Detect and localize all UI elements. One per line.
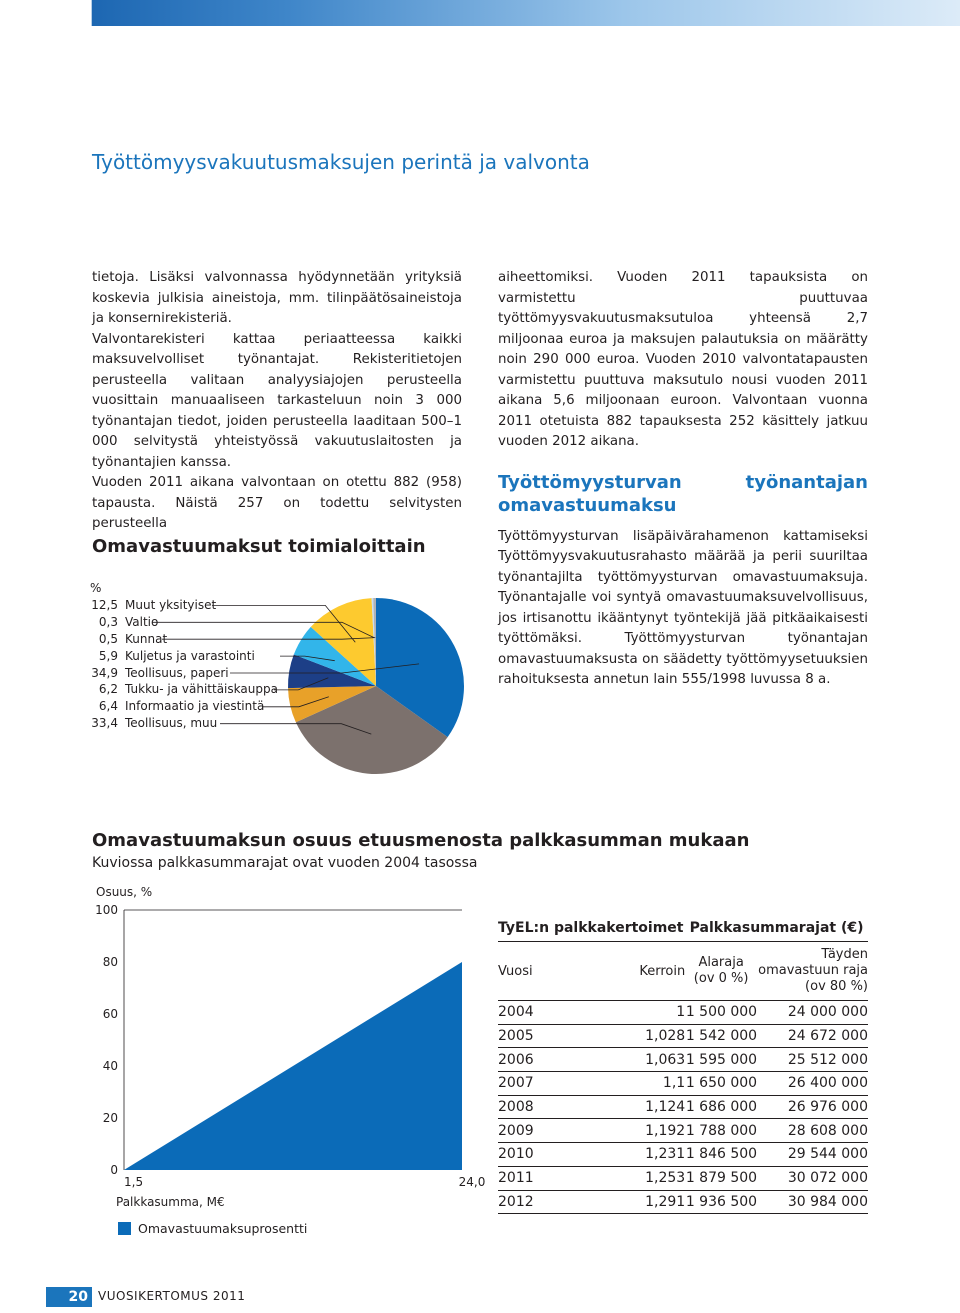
table-cell: 1,063	[580, 1048, 685, 1072]
table-cell: 2007	[498, 1072, 580, 1096]
right-paragraph-2: Työttömyysturvan lisäpäivärahamenon kattamiseksi Työttömyysvakuutusrahasto määrää ja perii suuriltaa työnantajilta työttömyysturvan omavastuumaksuja. Työnantajalle voi syntyä omavastuumaksuvelvollisuus, jos irtisanottu ikääntynyt työntekijä jää pitkäaikaisesti työttömäksi. Työttömyysturvan työnantajan omavastuumaksusta on säädetty työttömyysetuuksien rahoituksesta annetun lain 555/1998 luvussa 8 a.	[498, 528, 868, 687]
col-header-tayden	[757, 942, 868, 1001]
omavastuumaksu-heading: Työttömyysturvan työnantajan omavastuumaksu	[498, 471, 868, 516]
legend-label: Omavastuumaksuprosentti	[138, 1221, 308, 1236]
table-row	[498, 1190, 868, 1214]
table-cell: 26 976 000	[757, 1095, 868, 1119]
table-row	[498, 1001, 868, 1025]
table-cell: 24 672 000	[757, 1024, 868, 1048]
y-tick-label: 60	[102, 1007, 118, 1021]
table-cell: 2005	[498, 1024, 580, 1048]
pie-slice-value: 33,4	[91, 716, 118, 731]
pie-slice-label: Teollisuus, muu	[125, 716, 218, 731]
left-paragraph-2: Valvontarekisteri kattaa periaatteessa kaikki maksuvelvolliset työnantajat. Rekisteritietojen perusteella valitaan analyysiajojen perusteella vuosittain manuaaliseen tarkasteluun noin 3 000 työnantajan tiedot, joiden perusteella laaditaan 500–1 000 selvitystä yhteistyössä vakuutuslaitosten ja työnantajien kanssa.	[92, 331, 462, 470]
pie-slice-label: Kunnat	[125, 631, 168, 646]
table-cell: 1 595 000	[685, 1048, 757, 1072]
right-paragraph-1: aiheettomiksi. Vuoden 2011 tapauksista on varmistettu puuttuvaa työttömyysvakuutusmaksutuloa yhteensä 2,7 miljoonaa euroa ja maksujen palautuksia on määrätty noin 290 000 euroa. Vuoden 2010 valvontatapausten varmistettu puuttuva maksutulo nousi vuoden 2011 aikana 5,6 miljoonaan euroon. Valvontaan vuonna 2011 otetuista 882 tapauksesta 252 käsittely jatkuu vuoden 2012 aikana.	[498, 270, 868, 449]
pie-chart-area	[90, 580, 470, 780]
col-header-kerroin: Kerroin	[580, 942, 685, 1001]
area-chart-title: Omavastuumaksun osuus etuusmenosta palkkasumman mukaan	[92, 830, 750, 851]
pie-slice-label: Valtio	[125, 614, 159, 629]
table-row	[498, 1119, 868, 1143]
y-tick-label: 40	[102, 1059, 118, 1073]
pie-slice-value: 6,2	[98, 682, 118, 697]
table-row	[498, 1024, 868, 1048]
table-cell: 28 608 000	[757, 1119, 868, 1143]
table-cell: 1 936 500	[685, 1190, 757, 1214]
table-cell: 1,192	[580, 1119, 685, 1143]
table-cell: 30 984 000	[757, 1190, 868, 1214]
y-tick-label: 0	[110, 1163, 118, 1177]
table-row	[498, 1143, 868, 1167]
table-row	[498, 1095, 868, 1119]
table-cell: 26 400 000	[757, 1072, 868, 1096]
legend-swatch	[118, 1222, 131, 1235]
table-cell: 1,1	[580, 1072, 685, 1096]
table-cell: 2004	[498, 1001, 580, 1025]
table-cell: 2010	[498, 1143, 580, 1167]
y-tick-label: 20	[102, 1111, 118, 1125]
table-cell: 1,231	[580, 1143, 685, 1167]
pie-unit-label: %	[90, 581, 102, 595]
alaraja-line2: (ov 0 %)	[693, 971, 749, 986]
table-cell: 1 846 500	[685, 1143, 757, 1167]
top-color-bar	[0, 0, 960, 26]
table-cell: 25 512 000	[757, 1048, 868, 1072]
col-header-vuosi: Vuosi	[498, 942, 580, 1001]
pie-slice-label: Kuljetus ja varastointi	[125, 648, 255, 663]
tyel-group-header: TyEL:n palkkakertoimet	[498, 915, 685, 942]
area-chart-subtitle: Kuviossa palkkasummarajat ovat vuoden 2004 tasossa	[92, 855, 478, 871]
table-group-header	[498, 915, 868, 942]
table-cell: 2006	[498, 1048, 580, 1072]
tayden-line1: Täyden	[821, 947, 868, 962]
table-cell: 1 879 500	[685, 1166, 757, 1190]
right-text-column	[498, 268, 868, 691]
publication-name: VUOSIKERTOMUS 2011	[98, 1289, 246, 1303]
pie-slice-value: 5,9	[98, 648, 118, 663]
pie-chart-title: Omavastuumaksut toimialoittain	[92, 536, 426, 557]
y-axis-label: Osuus, %	[96, 885, 153, 899]
pie-slice-value: 12,5	[91, 597, 118, 612]
table-cell: 29 544 000	[757, 1143, 868, 1167]
table-cell: 24 000 000	[757, 1001, 868, 1025]
pie-slice-value: 0,3	[98, 614, 118, 629]
left-text-column	[92, 268, 462, 535]
page-number: 20	[46, 1287, 92, 1307]
alaraja-line1: Alaraja	[698, 955, 744, 970]
table-cell: 1,291	[580, 1190, 685, 1214]
table-cell: 30 072 000	[757, 1166, 868, 1190]
area-chart	[92, 880, 492, 1250]
x-tick-label: 1,5	[124, 1175, 144, 1189]
table-cell: 1 686 000	[685, 1095, 757, 1119]
area-series	[124, 962, 462, 1170]
pie-slice-value: 0,5	[98, 631, 118, 646]
table-cell: 1,028	[580, 1024, 685, 1048]
table-cell: 1,124	[580, 1095, 685, 1119]
y-tick-label: 80	[102, 955, 118, 969]
palkkasumma-group-header: Palkkasummarajat (€)	[685, 915, 868, 942]
col-header-alaraja	[685, 942, 757, 1001]
table-row	[498, 1048, 868, 1072]
pie-slice-value: 34,9	[91, 665, 118, 680]
table-cell: 1 788 000	[685, 1119, 757, 1143]
pie-slice-label: Teollisuus, paperi	[125, 665, 229, 680]
pie-chart	[90, 580, 470, 780]
pie-slice-label: Informaatio ja viestintä	[125, 699, 265, 714]
section-title: Työttömyysvakuutusmaksujen perintä ja valvonta	[92, 150, 590, 174]
table-cell: 1,253	[580, 1166, 685, 1190]
table-cell: 2012	[498, 1190, 580, 1214]
table-column-header	[498, 942, 868, 1001]
y-tick-label: 100	[95, 903, 118, 917]
x-axis-label: Palkkasumma, M€	[116, 1195, 225, 1209]
left-paragraph-3: Vuoden 2011 aikana valvontaan on otettu 882 (958) tapausta. Näistä 257 on todettu selvitysten perusteella	[92, 475, 462, 531]
left-paragraph-1: tietoja. Lisäksi valvonnassa hyödynnetään yrityksiä koskevia julkisia aineistoja, mm. tilinpäätösaineistoja ja konsernirekisteriä.	[92, 270, 462, 326]
x-tick-label: 24,0	[458, 1175, 486, 1189]
table-cell: 2009	[498, 1119, 580, 1143]
palkkakertoimet-table	[498, 915, 868, 1214]
table-cell: 1 542 000	[685, 1024, 757, 1048]
table-row	[498, 1166, 868, 1190]
table-cell: 2008	[498, 1095, 580, 1119]
tayden-line2: omavastuun raja	[758, 963, 868, 978]
table-row	[498, 1072, 868, 1096]
pie-slice-label: Tukku- ja vähittäiskauppa	[125, 682, 278, 697]
pie-slice-value: 6,4	[98, 699, 118, 714]
table-cell: 1 500 000	[685, 1001, 757, 1025]
tayden-line3: (ov 80 %)	[805, 979, 868, 994]
table-cell: 2011	[498, 1166, 580, 1190]
table-cell: 1	[580, 1001, 685, 1025]
pie-slice-label: Muut yksityiset	[125, 597, 217, 612]
table-cell: 1 650 000	[685, 1072, 757, 1096]
